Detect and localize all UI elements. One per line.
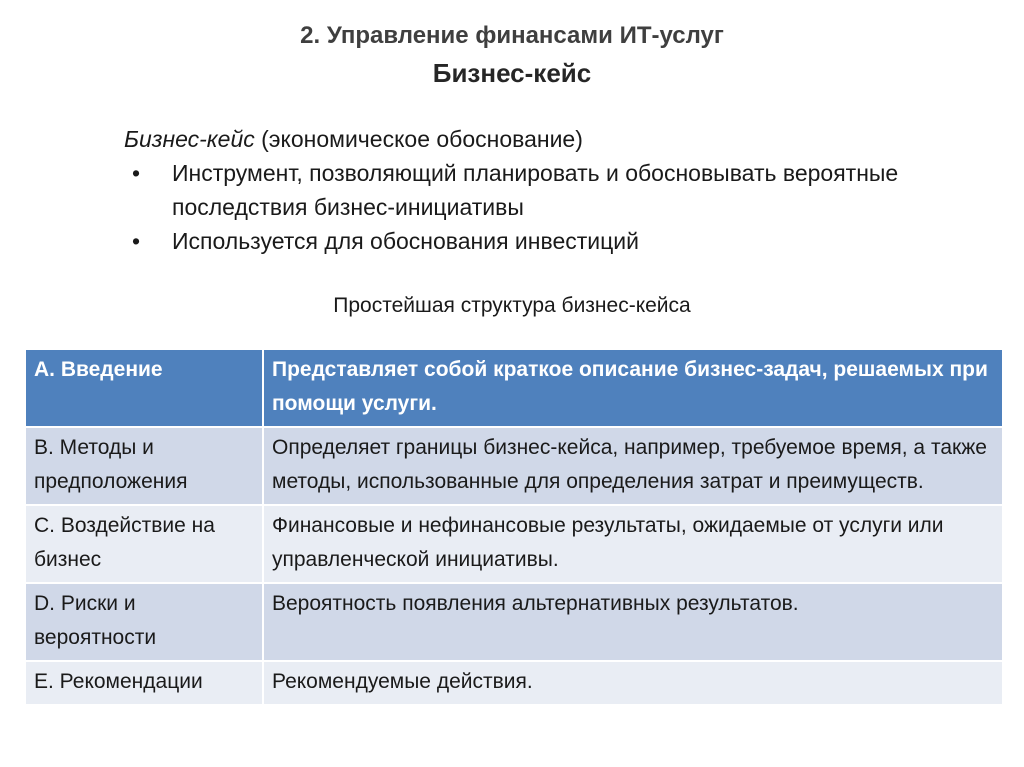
table-row <box>25 583 1003 661</box>
table-row <box>25 427 1003 505</box>
bullet-text: Используется для обоснования инвестиций <box>172 228 639 254</box>
description-cell: Определяет границы бизнес-кейса, например, требуемое время, а также методы, использованные для определения затрат и преимуществ. <box>263 427 1003 505</box>
bullet-marker: • <box>132 160 141 186</box>
table-caption: Простейшая структура бизнес-кейса <box>333 294 691 317</box>
bullet-list <box>124 156 904 258</box>
intro-block <box>124 122 904 258</box>
definition-term: Бизнес-кейс <box>124 126 255 152</box>
section-cell: B. Методы и предположения <box>25 427 263 505</box>
section-cell: A. Введение <box>25 349 263 427</box>
section-cell: C. Воздействие на бизнес <box>25 505 263 583</box>
table-row <box>25 661 1003 705</box>
slide-subtitle: Бизнес-кейс <box>432 58 592 88</box>
description-cell: Представляет собой краткое описание бизнес-задач, решаемых при помощи услуги. <box>263 349 1003 427</box>
bullet-item <box>124 224 904 258</box>
description-cell: Рекомендуемые действия. <box>263 661 1003 705</box>
description-cell: Вероятность появления альтернативных результатов. <box>263 583 1003 661</box>
section-cell: E. Рекомендации <box>25 661 263 705</box>
table-row <box>25 505 1003 583</box>
section-cell: D. Риски и вероятности <box>25 583 263 661</box>
definition-note: (экономическое обоснование) <box>254 126 583 152</box>
description-cell: Финансовые и нефинансовые результаты, ожидаемые от услуги или управленческой инициативы. <box>263 505 1003 583</box>
slide-title: 2. Управление финансами ИТ-услуг <box>300 22 724 49</box>
bullet-text: Инструмент, позволяющий планировать и обосновывать вероятные последствия бизнес-инициативы <box>172 160 899 220</box>
definition-line <box>124 122 904 156</box>
business-case-structure-table <box>24 348 1004 706</box>
bullet-marker: • <box>132 228 141 254</box>
table-row <box>25 349 1003 427</box>
bullet-item <box>124 156 904 224</box>
